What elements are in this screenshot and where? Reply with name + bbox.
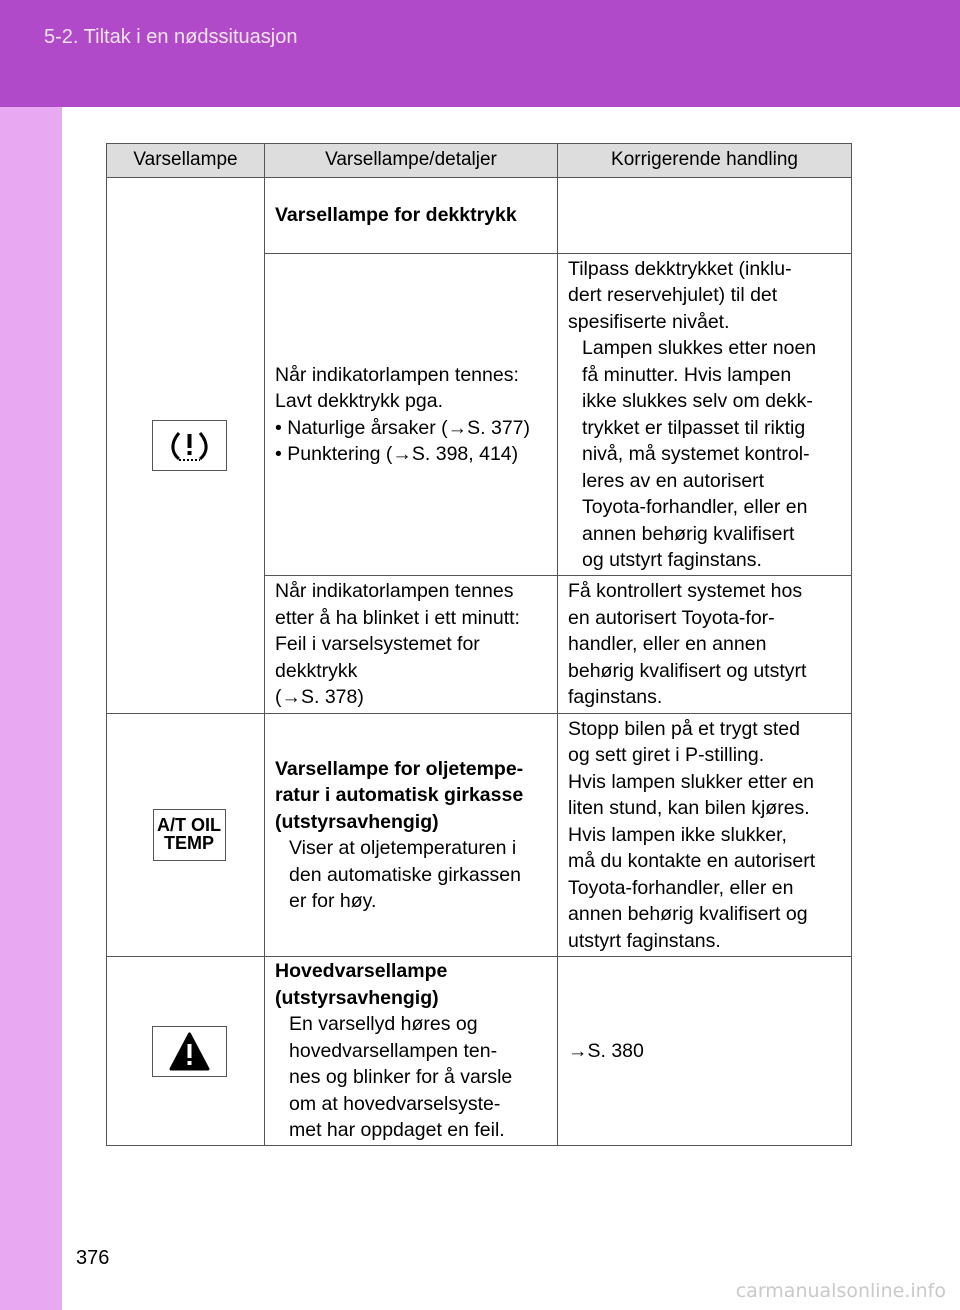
action-line: handler, eller en annen [568, 633, 767, 656]
action-line: utstyrt faginstans. [568, 929, 721, 952]
col-header-action: Korrigerende handling [558, 144, 852, 178]
note-line: er for høy. [289, 890, 377, 912]
watermark: carmanualsonline.info [735, 1280, 946, 1302]
table-row [107, 178, 852, 254]
note-line: få minutter. Hvis lampen [582, 363, 792, 386]
tire-action-adjust [558, 254, 852, 576]
action-line: spesifiserte nivået. [568, 310, 730, 333]
action-line: Toyota-forhandler, eller en [568, 876, 794, 899]
note-line: den automatiske girkassen [289, 863, 521, 886]
detail-line: Når indikatorlampen tennes [275, 580, 514, 603]
master-lamp-cell [107, 957, 265, 1146]
tire-detail-low-pressure [265, 254, 558, 576]
action-line: Hvis lampen slukker etter en [568, 770, 815, 793]
master-warning-triangle-icon [152, 1026, 227, 1077]
title-line: Varsellampe for oljetempe- [275, 757, 524, 780]
tire-lamp-cell [107, 178, 265, 714]
note-line: leres av en autorisert [582, 469, 765, 492]
note-line: Lampen slukkes etter noen [582, 337, 817, 359]
icon-text-line: A/T OIL [157, 815, 221, 835]
detail-line: • Punktering (→S. 398, 414) [275, 443, 519, 465]
action-line: Hvis lampen ikke slukker, [568, 823, 787, 846]
tire-action-check-system [558, 576, 852, 714]
atoil-action [558, 714, 852, 957]
detail-line: Når indikatorlampen tennes: [275, 363, 519, 386]
detail-line: etter å ha blinket i ett minutt: [275, 606, 520, 629]
note-line: ikke slukkes selv om dekk- [582, 390, 813, 412]
note-line: om at hovedvarselsyste- [289, 1092, 501, 1115]
action-line: må du kontakte en autorisert [568, 850, 816, 873]
note-line: met har oppdaget en feil. [289, 1119, 505, 1142]
atoil-lamp-cell [107, 714, 265, 957]
action-line: og sett giret i P-stilling. [568, 744, 765, 767]
action-line: annen behørig kvalifisert og [568, 903, 808, 926]
tire-pressure-warning-icon [152, 420, 227, 471]
action-line: en autorisert Toyota-for- [568, 606, 775, 629]
header-bar [0, 0, 960, 107]
action-line: dert reservehjulet) til det [568, 284, 778, 306]
table-header-row [107, 144, 852, 178]
action-line: faginstans. [568, 686, 663, 709]
side-tab [0, 107, 62, 1310]
col-header-details: Varsellampe/detaljer [265, 144, 558, 178]
note-line: og utstyrt faginstans. [582, 549, 762, 571]
title-line: (utstyrsavhengig) [275, 986, 439, 1009]
tire-lamp-title: Varsellampe for dekktrykk [265, 178, 558, 254]
action-line: Få kontrollert systemet hos [568, 580, 803, 603]
detail-line: (→S. 378) [275, 686, 364, 709]
page-number: 376 [76, 1247, 110, 1269]
action-line: Stopp bilen på et trygt sted [568, 717, 800, 740]
title-line: Hovedvarsellampe [275, 960, 448, 983]
note-line: nes og blinker for å varsle [289, 1066, 513, 1089]
master-action: →S. 380 [558, 957, 852, 1146]
note-line: annen behørig kvalifisert [582, 522, 795, 545]
col-header-lamp: Varsellampe [107, 144, 265, 178]
table-row [107, 957, 852, 1146]
atoil-detail [265, 714, 558, 957]
detail-line: Feil i varselsystemet for [275, 633, 480, 656]
tire-detail-system-fault [265, 576, 558, 714]
action-line: behørig kvalifisert og utstyrt [568, 659, 807, 682]
table-row [107, 714, 852, 957]
detail-line: dekktrykk [275, 659, 358, 682]
empty-cell [558, 178, 852, 254]
note-line: Toyota-forhandler, eller en [582, 496, 808, 518]
at-oil-temp-icon [153, 809, 226, 861]
detail-line: Lavt dekktrykk pga. [275, 390, 443, 412]
note-line: Viser at oljetemperaturen i [289, 837, 517, 859]
master-detail [265, 957, 558, 1146]
breadcrumb: 5-2. Tiltak i en nødssituasjon [44, 26, 298, 48]
action-line: Tilpass dekktrykket (inklu- [568, 257, 792, 280]
warning-lights-table [106, 143, 852, 1146]
action-line: liten stund, kan bilen kjøres. [568, 797, 810, 820]
note-line: En varsellyd høres og [289, 1013, 478, 1036]
note-line: nivå, må systemet kontrol- [582, 443, 810, 465]
title-line: ratur i automatisk girkasse [275, 784, 524, 806]
icon-text-line: TEMP [163, 833, 214, 853]
detail-line: • Naturlige årsaker (→S. 377) [275, 416, 531, 439]
note-line: hovedvarsellampen ten- [289, 1039, 498, 1062]
note-line: trykket er tilpasset til riktig [582, 416, 806, 439]
title-line: (utstyrsavhengig) [275, 810, 439, 833]
